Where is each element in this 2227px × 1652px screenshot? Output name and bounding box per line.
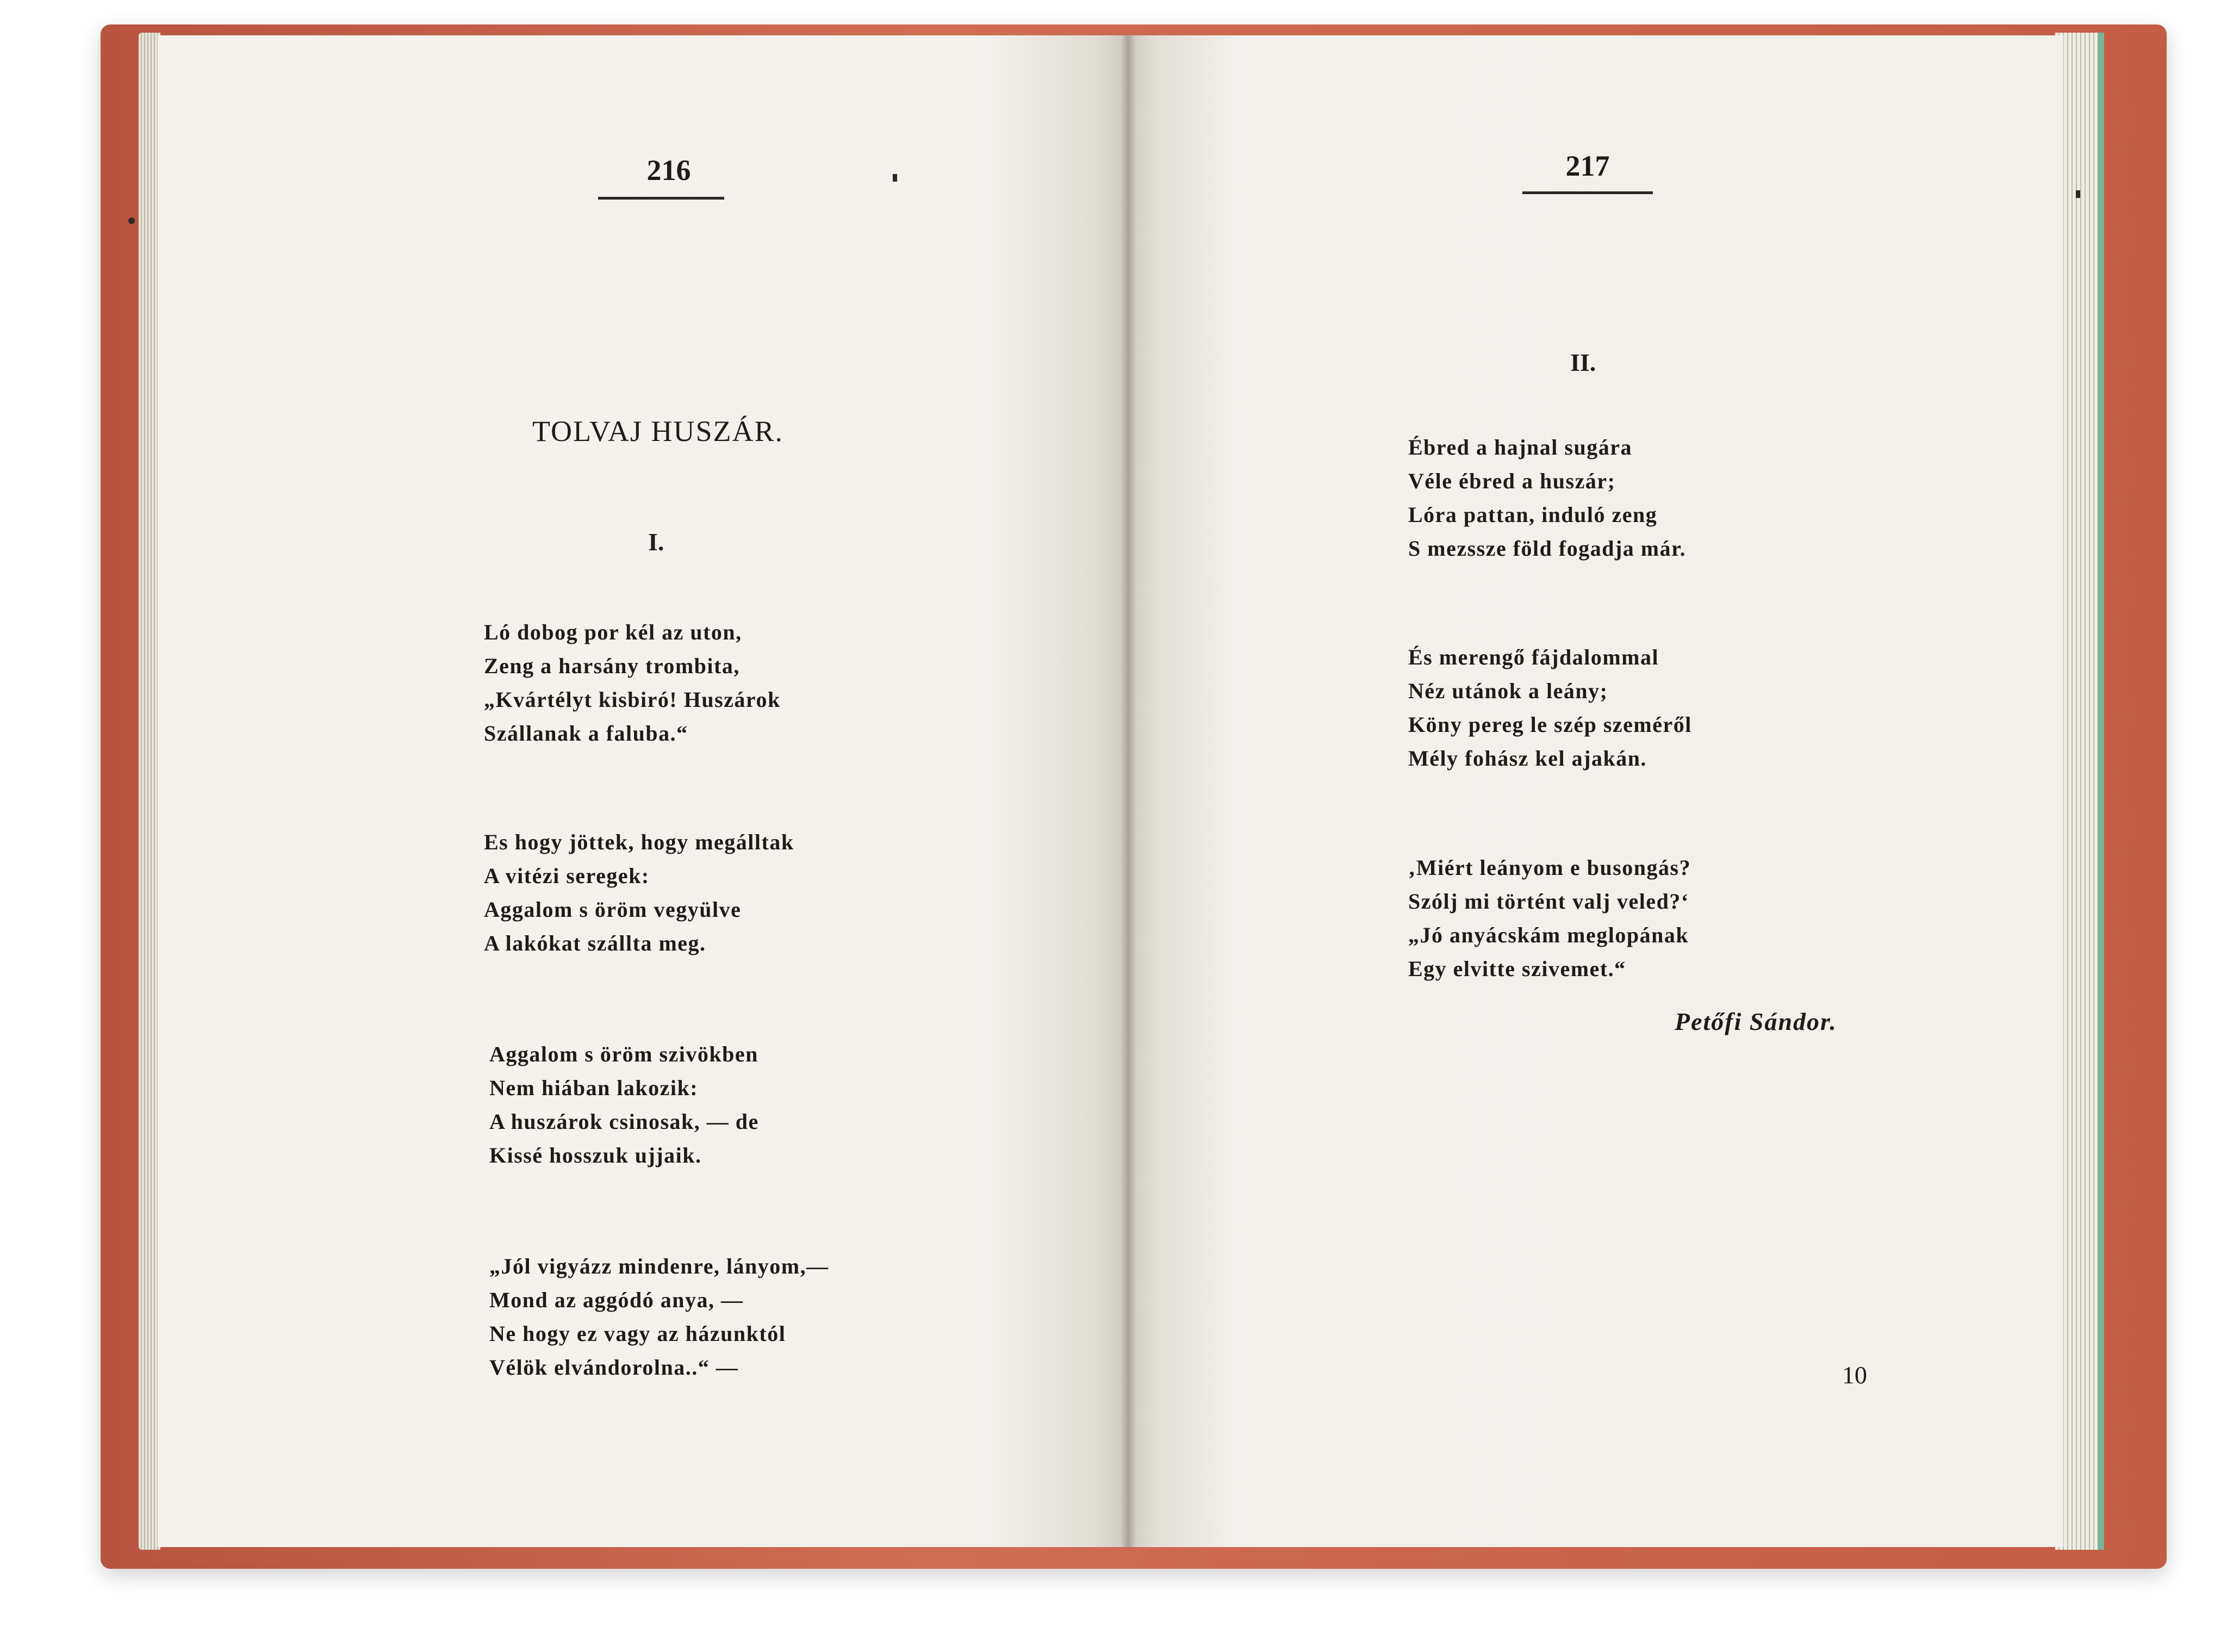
stanza-5 bbox=[1408, 431, 1686, 566]
stanza-4 bbox=[489, 1250, 829, 1384]
author-signature: Petőfi Sándor. bbox=[1675, 1008, 1837, 1035]
verse-line: Szólj mi történt valj veled?‘ bbox=[1408, 889, 1689, 914]
verse-line: És merengő fájdalommal bbox=[1408, 645, 1659, 669]
verse-line: „Jó anyácskám meglopának bbox=[1408, 923, 1689, 947]
verse-line: A vitézi seregek: bbox=[484, 864, 650, 888]
verse-line: Véle ébred a huszár; bbox=[1408, 469, 1616, 493]
verse-line: Szállanak a faluba.“ bbox=[484, 721, 688, 746]
verse-line: ‚Miért leányom e busongás? bbox=[1408, 855, 1691, 880]
verse-line: „Jól vigyázz mindenre, lányom,— bbox=[489, 1254, 829, 1278]
page-number-rule-right bbox=[1522, 191, 1653, 194]
page-number-right: 217 bbox=[1565, 150, 1610, 182]
verse-line: Zeng a harsány trombita, bbox=[484, 654, 740, 678]
verse-line: Köny pereg le szép szeméről bbox=[1408, 712, 1692, 737]
page-number-rule-left bbox=[598, 197, 724, 200]
signature-mark: 10 bbox=[1842, 1361, 1867, 1389]
right-page bbox=[1128, 35, 2063, 1547]
stanza-2 bbox=[484, 825, 794, 960]
ink-dot bbox=[128, 218, 135, 224]
verse-line: A huszárok csinosak, — de bbox=[489, 1109, 759, 1134]
stanza-6 bbox=[1408, 641, 1692, 775]
page-stack-left bbox=[139, 33, 160, 1550]
book-gutter bbox=[1120, 35, 1136, 1547]
stanza-7 bbox=[1408, 851, 1691, 986]
cover-edge-green bbox=[2098, 33, 2104, 1550]
stanza-1 bbox=[484, 616, 781, 750]
verse-line: Egy elvitte szivemet.“ bbox=[1408, 957, 1626, 981]
verse-line: Ne hogy ez vagy az házunktól bbox=[489, 1321, 786, 1346]
verse-line: „Kvártélyt kisbiró! Huszárok bbox=[484, 687, 781, 712]
verse-line: Es hogy jöttek, hogy megálltak bbox=[484, 830, 794, 854]
verse-line: Mond az aggódó anya, — bbox=[489, 1288, 744, 1312]
verse-line: Néz utánok a leány; bbox=[1408, 679, 1608, 703]
section-number-left: I. bbox=[648, 528, 664, 556]
verse-line: Mély fohász kel ajakán. bbox=[1408, 746, 1647, 771]
section-number-right: II. bbox=[1570, 349, 1596, 376]
verse-line: A lakókat szállta meg. bbox=[484, 931, 706, 955]
page-number-left: 216 bbox=[646, 154, 691, 187]
verse-line: Ébred a hajnal sugára bbox=[1408, 435, 1632, 459]
verse-line: Lóra pattan, induló zeng bbox=[1408, 502, 1658, 527]
stanza-3 bbox=[489, 1038, 759, 1172]
verse-line: Ló dobog por kél az uton, bbox=[484, 620, 742, 644]
verse-line: S mezssze föld fogadja már. bbox=[1408, 536, 1687, 561]
verse-line: Aggalom s öröm vegyülve bbox=[484, 897, 742, 922]
poem-title: TOLVAJ HUSZÁR. bbox=[532, 415, 784, 448]
ink-mark bbox=[2076, 190, 2080, 198]
ink-mark bbox=[893, 174, 897, 182]
verse-line: Kissé hosszuk ujjaik. bbox=[489, 1143, 702, 1167]
verse-line: Nem hiában lakozik: bbox=[489, 1076, 699, 1100]
verse-line: Aggalom s öröm szivökben bbox=[489, 1042, 758, 1066]
verse-line: Vélök elvándorolna..“ — bbox=[489, 1355, 739, 1380]
